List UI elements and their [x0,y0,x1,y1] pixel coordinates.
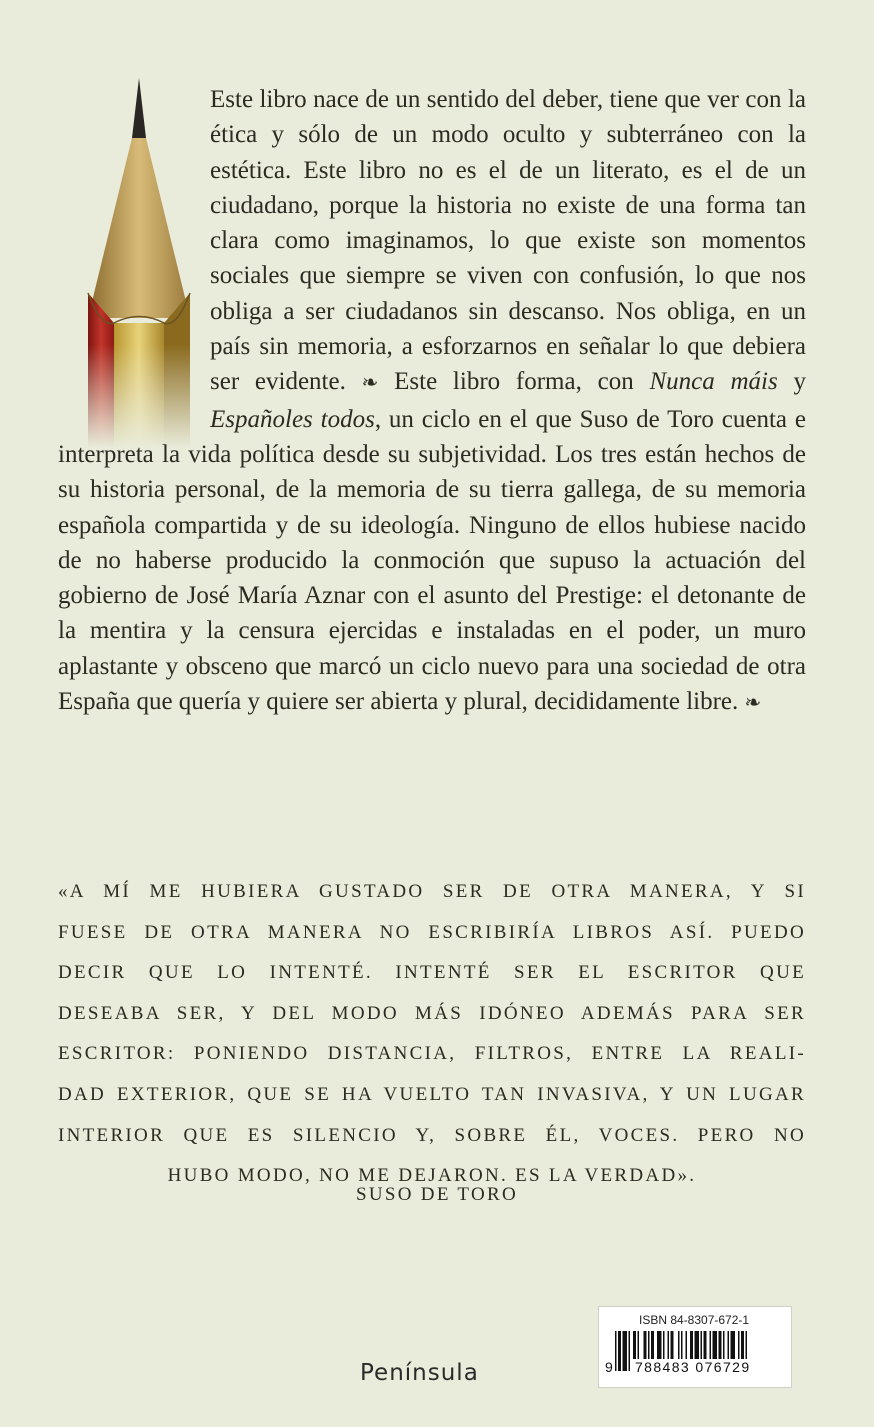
author-quote [58,872,806,1197]
book-title-nunca-mais: Nunca máis [649,368,778,396]
blurb-text-part3: y [777,368,806,396]
ean-first-digit: 9 [605,1359,613,1375]
blurb-text-part2: Este libro forma, con [378,368,650,396]
quote-author: SUSO DE TORO [355,1184,519,1205]
blurb-text-part4: , un ciclo en el que Suso de Toro cuenta e interpreta la vida política desde su subjetividad. Los tres están hechos de su historia personal, de la memoria de su tierra gallega, de su memoria española compartida y de su ideología. Ninguno de ellos hubiese nacido de no haberse producido la conmoción que supuso la actuación del gobierno de José María Aznar con el asunto del Prestige: el detonante de la mentira y la censura ejercidas e instaladas en el poder, un muro aplastante y obsceno que marcó un ciclo nuevo para una sociedad de otra España que quería y quiere ser abierta y plural, decididamente libre. [58,405,806,716]
quote-line: DAD EXTERIOR, QUE SE HA VUELTO TAN INVASIVA, Y UN LUGAR [58,1083,806,1105]
book-title-espanoles-todos: Españoles todos [210,405,375,433]
blurb-text-part1: Este libro nace de un sentido del deber, tiene que ver con la ética y sólo de un modo oculto y subterráneo con la estética. Este libro no es el de un literato, es el de un ciudadano, porque la historia no existe de una forma tan clara como imaginamos, lo que existe son momentos sociales que siempre se viven con confusión, lo que nos obliga a ser ciudadanos sin descanso. Nos obliga, en un país sin memoria, a esforzarnos en señalar lo que debiera ser evidente. [210,86,806,396]
quote-line: INTERIOR QUE ES SILENCIO Y, SOBRE ÉL, VOCES. PERO NO [58,1124,806,1146]
quote-line: FUESE DE OTRA MANERA NO ESCRIBIRÍA LIBROS ASÍ. PUEDO [58,921,806,943]
quote-line: ESCRITOR: PONIENDO DISTANCIA, FILTROS, ENTRE LA REALI- [58,1043,806,1065]
barcode-label [598,1306,792,1388]
quote-line-last: HUBO MODO, NO ME DEJARON. ES LA VERDAD». [167,1165,697,1187]
quote-line: «A MÍ ME HUBIERA GUSTADO SER DE OTRA MANERA, Y SI [58,881,806,902]
quote-line: DESEABA SER, Y DEL MODO MÁS IDÓNEO ADEMÁS PARA SER [58,1002,806,1024]
ean-digits: 788483 076729 [633,1359,787,1375]
blurb-paragraph [58,82,806,721]
fleuron-end-icon: ❧ [744,692,762,715]
publisher-logo: Península [360,1360,479,1386]
fleuron-icon: ❧ [361,372,379,395]
pencil-float-space [58,82,210,430]
quote-line: DECIR QUE LO INTENTÉ. INTENTÉ SER EL ESCRITOR QUE [58,962,806,984]
isbn-text: ISBN 84-8307-672-1 [639,1313,750,1327]
